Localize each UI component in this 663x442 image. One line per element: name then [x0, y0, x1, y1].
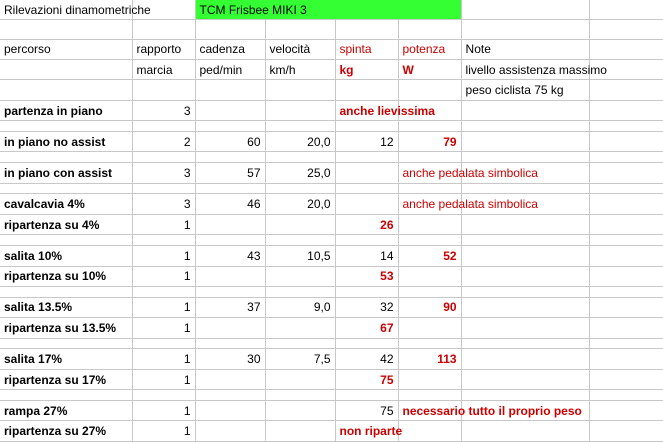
header-potenza[interactable]: potenza — [398, 39, 461, 59]
table-row — [0, 246, 663, 266]
empty-cell[interactable] — [0, 152, 132, 163]
note-cell[interactable] — [461, 369, 589, 389]
title-row — [0, 0, 663, 20]
empty-cell[interactable] — [461, 20, 589, 39]
spacer-row — [0, 152, 663, 163]
spacer-row — [0, 235, 663, 246]
cadenza-cell[interactable]: 46 — [195, 194, 265, 214]
marcia-cell[interactable]: 1 — [132, 421, 195, 442]
table-row — [0, 401, 663, 421]
empty-cell[interactable] — [132, 152, 195, 163]
header-assistenza[interactable]: livello assistenza massimo — [461, 59, 589, 79]
marcia-cell[interactable]: 1 — [132, 349, 195, 369]
empty-cell[interactable] — [132, 338, 195, 349]
empty-cell[interactable] — [195, 80, 265, 100]
header-w[interactable]: W — [398, 59, 461, 79]
spinta-cell[interactable]: anche lievissima — [335, 100, 398, 120]
empty-cell[interactable] — [589, 286, 663, 297]
percorso-cell[interactable]: ripartenza su 4% — [0, 214, 132, 234]
empty-cell[interactable] — [589, 183, 663, 194]
empty-cell[interactable] — [589, 163, 663, 183]
empty-cell[interactable] — [132, 20, 195, 39]
empty-cell[interactable] — [0, 59, 132, 79]
spinta-cell[interactable]: 75 — [335, 369, 398, 389]
percorso-cell[interactable]: salita 10% — [0, 246, 132, 266]
velocita-cell[interactable]: 7,5 — [265, 349, 335, 369]
empty-cell[interactable] — [398, 183, 461, 194]
empty-cell[interactable] — [398, 338, 461, 349]
cadenza-cell[interactable] — [195, 318, 265, 338]
header-percorso[interactable]: percorso — [0, 39, 132, 59]
table-row — [0, 163, 663, 183]
potenza-cell[interactable]: 52 — [398, 246, 461, 266]
marcia-cell[interactable]: 3 — [132, 194, 195, 214]
spacer-row — [0, 20, 663, 39]
spacer-row — [0, 390, 663, 401]
spinta-cell[interactable]: 75 — [335, 401, 398, 421]
marcia-cell[interactable]: 1 — [132, 318, 195, 338]
header-kg[interactable]: kg — [335, 59, 398, 79]
table-row — [0, 100, 663, 120]
note-cell[interactable] — [461, 132, 589, 152]
potenza-cell[interactable] — [398, 214, 461, 234]
note-cell[interactable] — [461, 349, 589, 369]
header-spinta[interactable]: spinta — [335, 39, 398, 59]
percorso-cell[interactable]: ripartenza su 13.5% — [0, 318, 132, 338]
empty-cell[interactable] — [265, 80, 335, 100]
marcia-cell[interactable]: 1 — [132, 297, 195, 317]
potenza-cell[interactable] — [398, 318, 461, 338]
cadenza-cell[interactable] — [195, 100, 265, 120]
velocita-cell[interactable] — [265, 266, 335, 286]
table-row — [0, 297, 663, 317]
marcia-cell[interactable]: 3 — [132, 163, 195, 183]
spinta-cell[interactable]: 53 — [335, 266, 398, 286]
percorso-cell[interactable]: cavalcavia 4% — [0, 194, 132, 214]
velocita-cell[interactable] — [265, 401, 335, 421]
empty-cell[interactable] — [132, 183, 195, 194]
percorso-cell[interactable]: in piano no assist — [0, 132, 132, 152]
empty-cell[interactable] — [0, 286, 132, 297]
header-rapporto[interactable]: rapporto — [132, 39, 195, 59]
empty-cell[interactable] — [398, 235, 461, 246]
table-row — [0, 132, 663, 152]
empty-cell[interactable] — [589, 100, 663, 120]
empty-cell[interactable] — [589, 152, 663, 163]
empty-cell[interactable] — [195, 235, 265, 246]
spacer-row — [0, 121, 663, 132]
table-row — [0, 318, 663, 338]
velocita-cell[interactable] — [265, 100, 335, 120]
cadenza-cell[interactable] — [195, 369, 265, 389]
potenza-cell[interactable]: 79 — [398, 132, 461, 152]
header-row-3 — [0, 80, 663, 100]
empty-cell[interactable] — [335, 235, 398, 246]
empty-cell[interactable] — [589, 318, 663, 338]
empty-cell[interactable] — [195, 286, 265, 297]
header-marcia[interactable]: marcia — [132, 59, 195, 79]
percorso-cell[interactable]: in piano con assist — [0, 163, 132, 183]
empty-cell[interactable] — [335, 20, 398, 39]
empty-cell[interactable] — [265, 390, 335, 401]
empty-cell[interactable] — [265, 235, 335, 246]
empty-cell[interactable] — [195, 183, 265, 194]
velocita-cell[interactable] — [265, 369, 335, 389]
empty-cell[interactable] — [195, 338, 265, 349]
empty-cell[interactable] — [461, 152, 589, 163]
empty-cell[interactable] — [589, 214, 663, 234]
cadenza-cell[interactable]: 57 — [195, 163, 265, 183]
empty-cell[interactable] — [335, 183, 398, 194]
cadenza-cell[interactable]: 43 — [195, 246, 265, 266]
empty-cell[interactable] — [589, 297, 663, 317]
empty-cell[interactable] — [265, 121, 335, 132]
empty-cell[interactable] — [461, 0, 589, 20]
marcia-cell[interactable]: 1 — [132, 214, 195, 234]
empty-cell[interactable] — [589, 246, 663, 266]
potenza-cell[interactable]: anche pedalata simbolica — [398, 163, 461, 183]
percorso-cell[interactable]: salita 17% — [0, 349, 132, 369]
empty-cell[interactable] — [589, 401, 663, 421]
cadenza-cell[interactable] — [195, 421, 265, 442]
empty-cell[interactable] — [461, 338, 589, 349]
cadenza-cell[interactable]: 60 — [195, 132, 265, 152]
header-peso[interactable]: peso ciclista 75 kg — [461, 80, 589, 100]
empty-cell[interactable] — [335, 286, 398, 297]
empty-cell[interactable] — [132, 80, 195, 100]
note-cell[interactable] — [461, 100, 589, 120]
note-cell[interactable] — [461, 421, 589, 442]
percorso-cell[interactable]: ripartenza su 10% — [0, 266, 132, 286]
empty-cell[interactable] — [132, 121, 195, 132]
potenza-cell[interactable]: anche pedalata simbolica — [398, 194, 461, 214]
table-row — [0, 349, 663, 369]
empty-cell[interactable] — [0, 20, 132, 39]
empty-cell[interactable] — [589, 80, 663, 100]
empty-cell[interactable] — [398, 121, 461, 132]
cadenza-cell[interactable] — [195, 266, 265, 286]
empty-cell[interactable] — [398, 20, 461, 39]
header-ped-min[interactable]: ped/min — [195, 59, 265, 79]
spinta-cell[interactable]: 42 — [335, 349, 398, 369]
note-cell[interactable] — [461, 297, 589, 317]
header-velocita[interactable]: velocità — [265, 39, 335, 59]
spinta-cell[interactable] — [335, 163, 398, 183]
note-cell[interactable]: non riparte — [335, 421, 398, 442]
marcia-cell[interactable]: 2 — [132, 132, 195, 152]
table-row — [0, 266, 663, 286]
empty-cell[interactable] — [195, 152, 265, 163]
header-row-1 — [0, 39, 663, 59]
cadenza-cell[interactable] — [195, 401, 265, 421]
empty-cell[interactable] — [0, 338, 132, 349]
empty-cell[interactable] — [195, 121, 265, 132]
velocita-cell[interactable]: 20,0 — [265, 194, 335, 214]
empty-cell[interactable] — [589, 0, 663, 20]
percorso-cell[interactable]: partenza in piano — [0, 100, 132, 120]
note-cell[interactable] — [461, 214, 589, 234]
potenza-cell[interactable] — [398, 266, 461, 286]
empty-cell[interactable] — [0, 390, 132, 401]
empty-cell[interactable] — [265, 20, 335, 39]
spinta-cell[interactable]: 12 — [335, 132, 398, 152]
empty-cell[interactable] — [589, 421, 663, 442]
empty-cell[interactable] — [195, 20, 265, 39]
empty-cell[interactable] — [335, 152, 398, 163]
table-row — [0, 421, 663, 442]
empty-cell[interactable] — [335, 121, 398, 132]
empty-cell[interactable] — [589, 266, 663, 286]
velocita-cell[interactable]: 25,0 — [265, 163, 335, 183]
empty-cell[interactable] — [265, 152, 335, 163]
note-cell[interactable] — [461, 266, 589, 286]
header-row-2 — [0, 59, 663, 79]
empty-cell[interactable] — [589, 338, 663, 349]
cadenza-cell[interactable] — [195, 214, 265, 234]
empty-cell[interactable] — [132, 390, 195, 401]
spinta-cell[interactable]: 26 — [335, 214, 398, 234]
empty-cell[interactable] — [461, 390, 589, 401]
percorso-cell[interactable]: ripartenza su 27% — [0, 421, 132, 442]
note-cell[interactable] — [461, 246, 589, 266]
table-row — [0, 214, 663, 234]
model-cell[interactable]: TCM Frisbee MIKI 3 — [195, 0, 461, 20]
empty-cell[interactable] — [0, 235, 132, 246]
percorso-cell[interactable]: rampa 27% — [0, 401, 132, 421]
empty-cell[interactable] — [589, 194, 663, 214]
empty-cell[interactable] — [461, 235, 589, 246]
cadenza-cell[interactable]: 30 — [195, 349, 265, 369]
empty-cell[interactable] — [132, 235, 195, 246]
potenza-cell[interactable]: 113 — [398, 349, 461, 369]
empty-cell[interactable] — [461, 286, 589, 297]
header-cadenza[interactable]: cadenza — [195, 39, 265, 59]
empty-cell[interactable] — [398, 286, 461, 297]
spinta-cell[interactable]: 14 — [335, 246, 398, 266]
empty-cell[interactable] — [461, 183, 589, 194]
velocita-cell[interactable]: 9,0 — [265, 297, 335, 317]
percorso-cell[interactable]: salita 13.5% — [0, 297, 132, 317]
empty-cell[interactable] — [195, 390, 265, 401]
potenza-cell[interactable] — [398, 421, 461, 442]
empty-cell[interactable] — [589, 20, 663, 39]
velocita-cell[interactable]: 20,0 — [265, 132, 335, 152]
empty-cell[interactable] — [265, 286, 335, 297]
marcia-cell[interactable]: 1 — [132, 266, 195, 286]
empty-cell[interactable] — [589, 369, 663, 389]
empty-cell[interactable] — [589, 235, 663, 246]
empty-cell[interactable] — [265, 338, 335, 349]
potenza-cell[interactable]: 90 — [398, 297, 461, 317]
spinta-cell[interactable] — [335, 194, 398, 214]
note-cell[interactable] — [461, 318, 589, 338]
spacer-row — [0, 286, 663, 297]
empty-cell[interactable] — [398, 80, 461, 100]
empty-cell[interactable] — [0, 121, 132, 132]
empty-cell[interactable] — [265, 183, 335, 194]
velocita-cell[interactable] — [265, 318, 335, 338]
header-kmh[interactable]: km/h — [265, 59, 335, 79]
spacer-row — [0, 183, 663, 194]
empty-cell[interactable] — [589, 349, 663, 369]
empty-cell[interactable] — [335, 80, 398, 100]
empty-cell[interactable] — [398, 390, 461, 401]
marcia-cell[interactable]: 1 — [132, 246, 195, 266]
potenza-cell[interactable]: necessario tutto il proprio peso — [398, 401, 461, 421]
table-row — [0, 194, 663, 214]
empty-cell[interactable] — [335, 390, 398, 401]
empty-cell[interactable] — [398, 152, 461, 163]
spinta-cell[interactable]: 32 — [335, 297, 398, 317]
spacer-row — [0, 338, 663, 349]
cadenza-cell[interactable]: 37 — [195, 297, 265, 317]
velocita-cell[interactable]: 10,5 — [265, 246, 335, 266]
table-row — [0, 369, 663, 389]
velocita-cell[interactable] — [265, 421, 335, 442]
empty-cell[interactable] — [0, 183, 132, 194]
empty-cell[interactable] — [335, 338, 398, 349]
marcia-cell[interactable]: 3 — [132, 100, 195, 120]
empty-cell[interactable] — [589, 390, 663, 401]
empty-cell[interactable] — [589, 121, 663, 132]
sheet-title-cell[interactable]: Rilevazioni dinamometriche — [0, 0, 132, 20]
empty-cell[interactable] — [461, 121, 589, 132]
potenza-cell[interactable] — [398, 369, 461, 389]
header-note[interactable]: Note — [461, 39, 589, 59]
velocita-cell[interactable] — [265, 214, 335, 234]
percorso-cell[interactable]: ripartenza su 17% — [0, 369, 132, 389]
spinta-cell[interactable]: 67 — [335, 318, 398, 338]
empty-cell[interactable] — [589, 132, 663, 152]
marcia-cell[interactable]: 1 — [132, 401, 195, 421]
marcia-cell[interactable]: 1 — [132, 369, 195, 389]
empty-cell[interactable] — [0, 80, 132, 100]
empty-cell[interactable] — [589, 39, 663, 59]
empty-cell[interactable] — [132, 286, 195, 297]
